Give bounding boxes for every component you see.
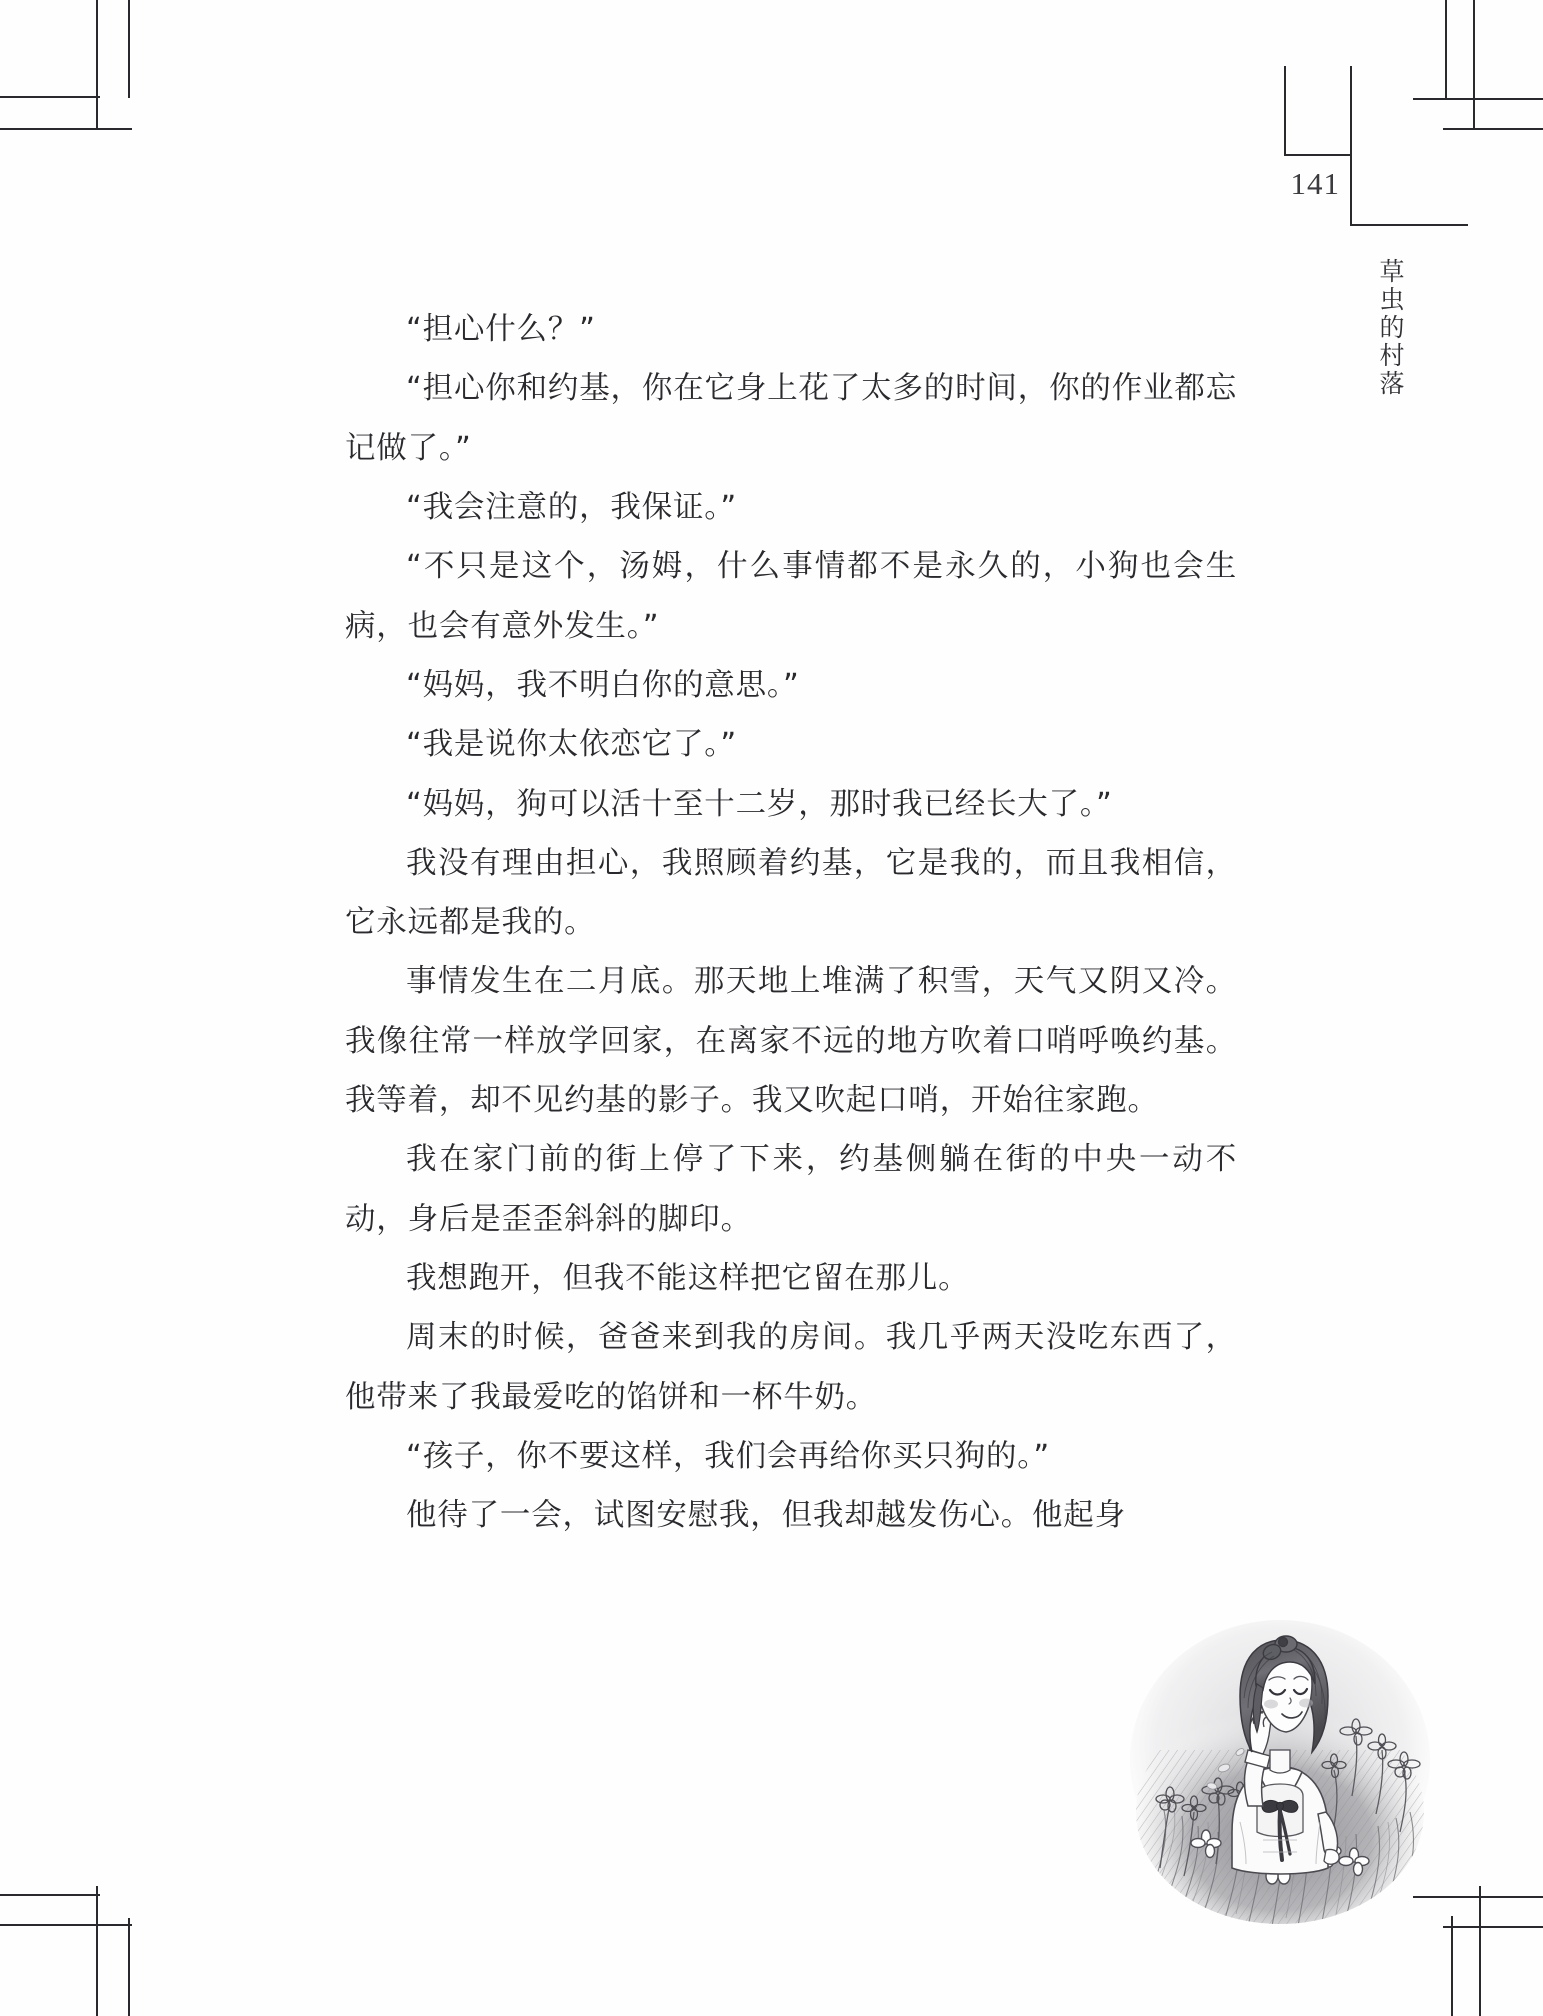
page-header <box>1276 40 1506 240</box>
paragraph: “担心你和约基，你在它身上花了太多的时间，你的作业都忘记做了。” <box>345 371 1237 466</box>
paragraph: “孩子，你不要这样，我们会再给你买只狗的。” <box>406 1438 1050 1474</box>
crop-mark-top-left <box>0 0 150 150</box>
paragraph: 我想跑开，但我不能这样把它留在那儿。 <box>406 1261 970 1296</box>
paragraph: 周末的时候，爸爸来到我的房间。我几乎两天没吃东西了，他带来了我最爱吃的馅饼和一杯牛奶。 <box>345 1320 1237 1415</box>
body-text-column <box>345 300 1237 1546</box>
paragraph: 我没有理由担心，我照顾着约基，它是我的，而且我相信，它永远都是我的。 <box>345 845 1237 941</box>
paragraph: “担心什么？” <box>406 312 596 347</box>
running-title-vertical: 草虫的村落 <box>1376 258 1405 398</box>
paragraph: “我会注意的，我保证。” <box>406 489 737 525</box>
paragraph: “妈妈，我不明白你的意思。” <box>406 667 800 703</box>
paragraph: “不只是这个，汤姆，什么事情都不是永久的，小狗也会生病，也会有意外发生。” <box>345 549 1237 644</box>
paragraph: “妈妈，狗可以活十至十二岁，那时我已经长大了。” <box>406 786 1113 822</box>
paragraph: 他待了一会，试图安慰我，但我却越发伤心。他起身 <box>406 1498 1126 1534</box>
paragraph: 事情发生在二月底。那天地上堆满了积雪，天气又阴又冷。我像往常一样放学回家，在离家不远的地方吹着口哨呼唤约基。我等着，却不见约基的影子。我又吹起口哨，开始往家跑。 <box>345 964 1237 1119</box>
decorative-bracket-ornament <box>1276 40 1506 240</box>
page-number: 141 <box>1290 166 1340 201</box>
illustration-girl-in-flowers <box>1120 1600 1440 1940</box>
crop-mark-bottom-left <box>0 1866 150 2016</box>
paragraph: “我是说你太依恋它了。” <box>406 727 737 763</box>
paragraph: 我在家门前的街上停了下来，约基侧躺在街的中央一动不动，身后是歪歪斜斜的脚印。 <box>345 1142 1237 1237</box>
